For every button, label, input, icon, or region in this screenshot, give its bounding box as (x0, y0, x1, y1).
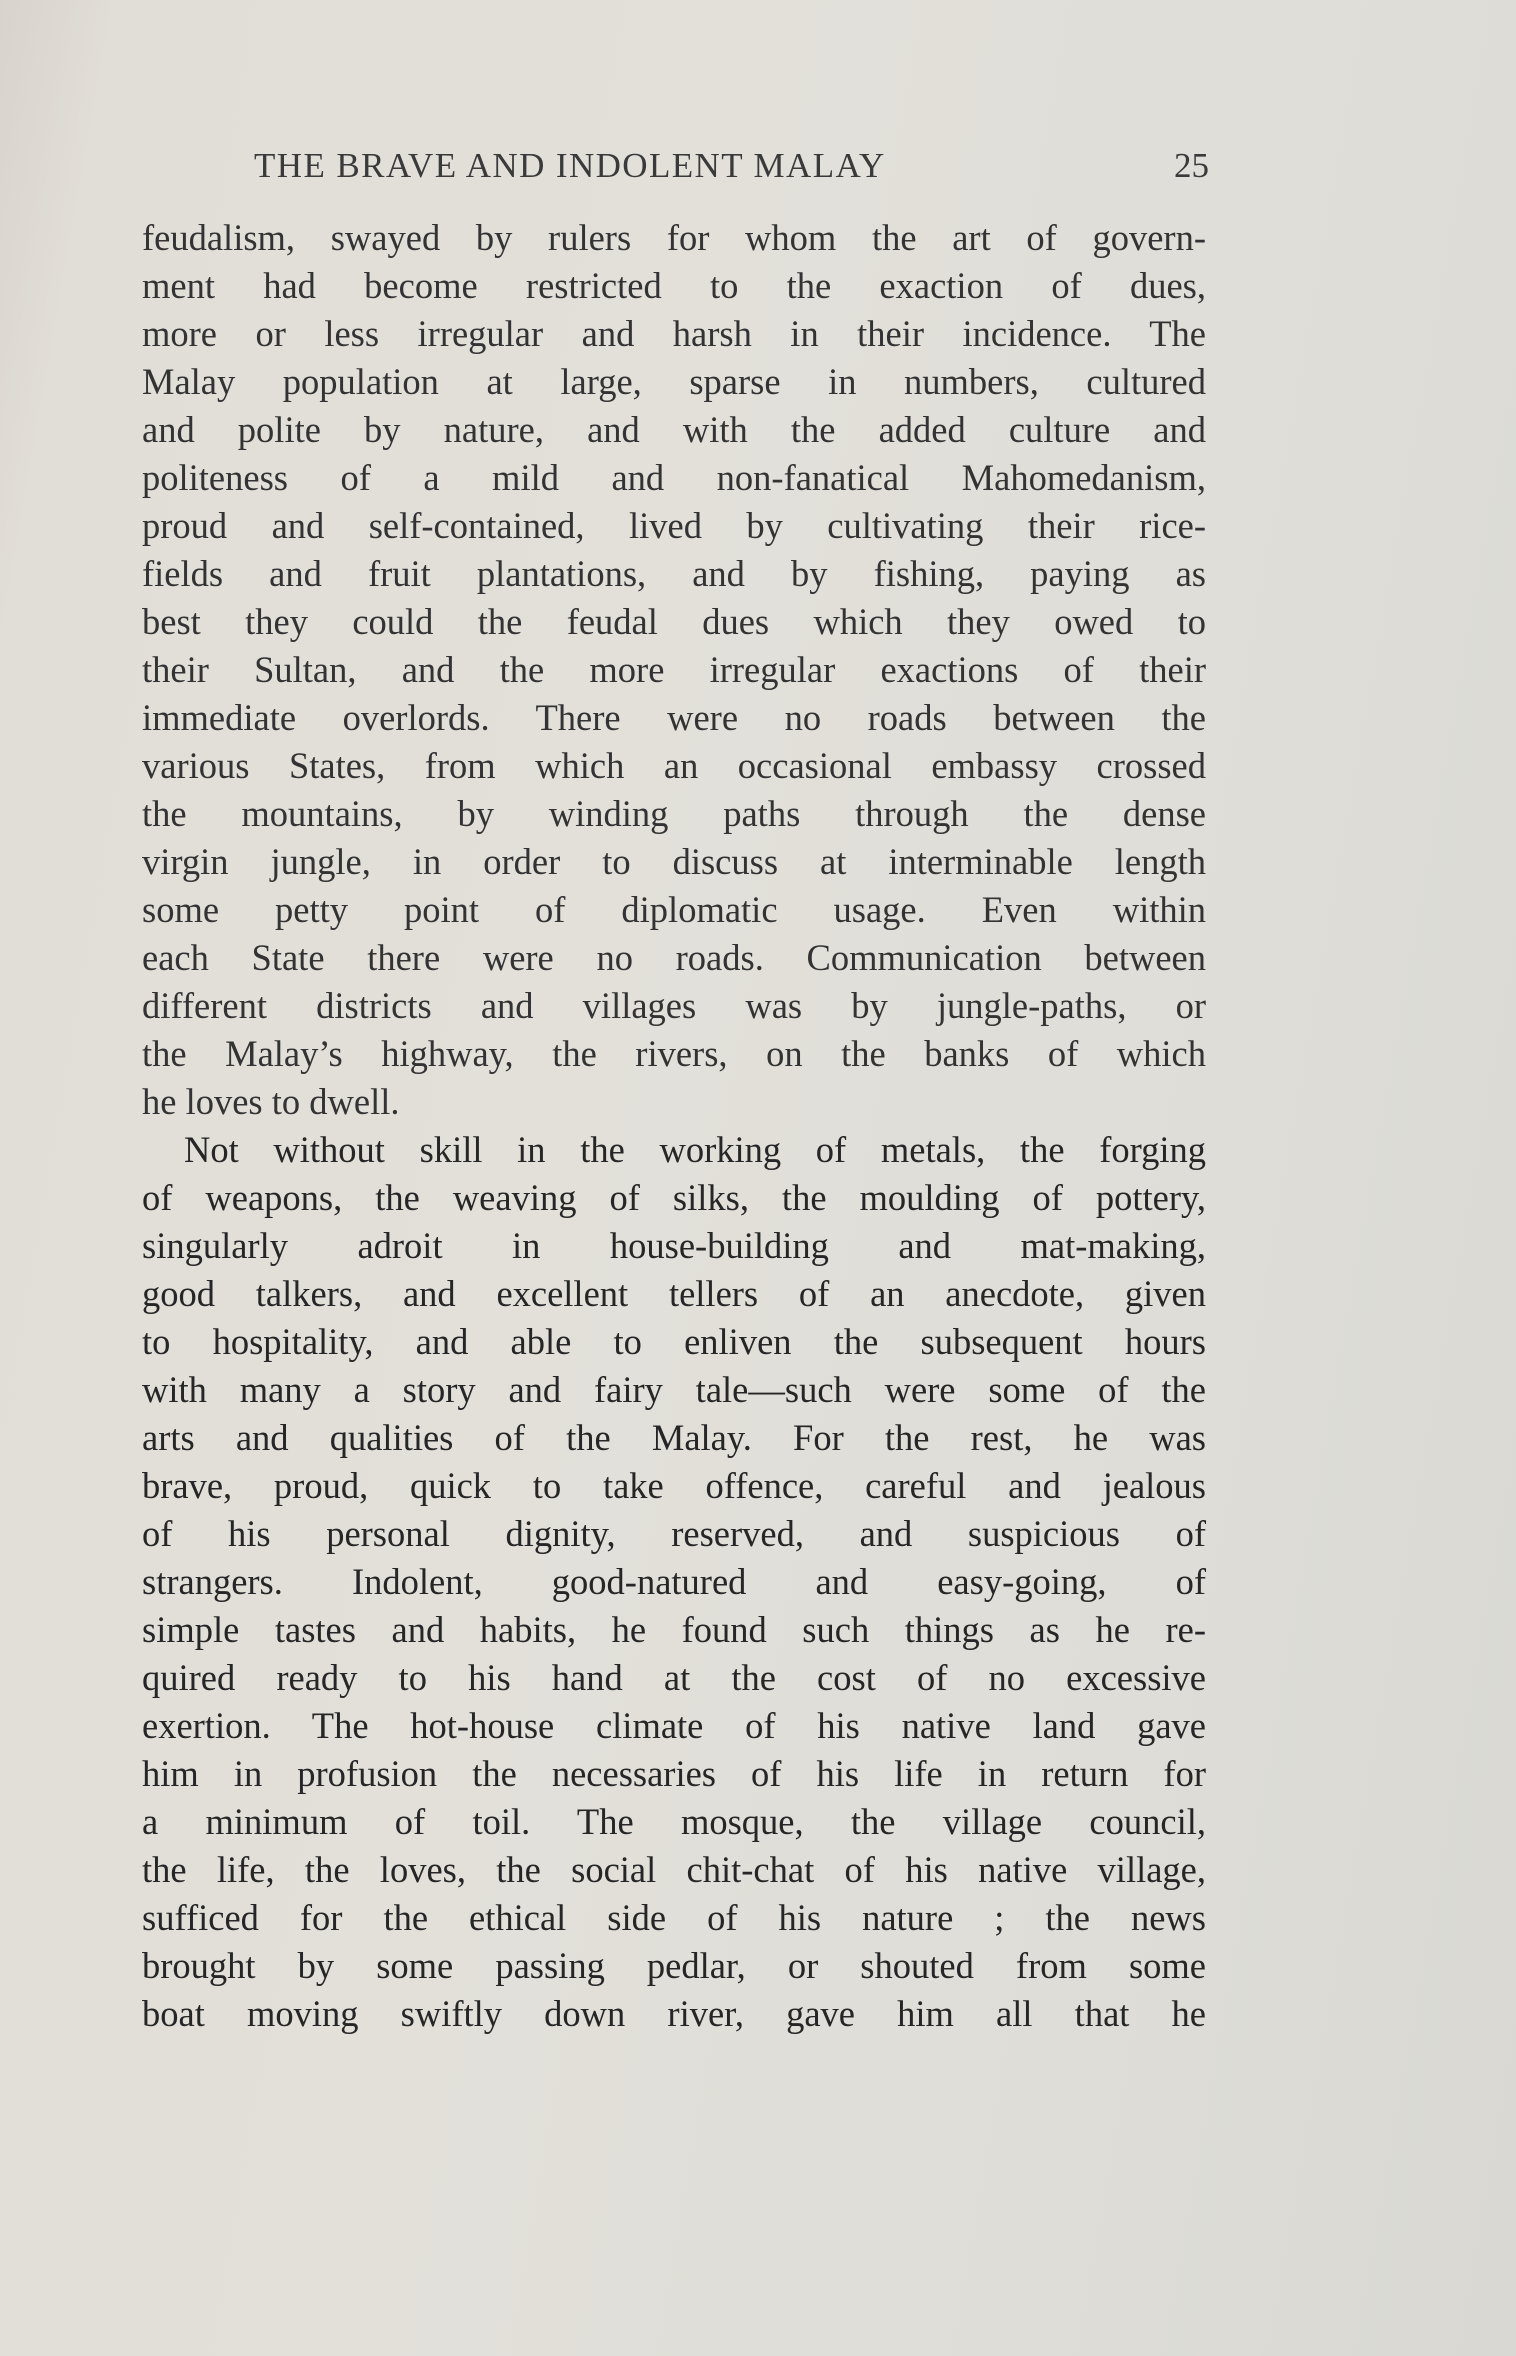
text-line: good talkers, and excellent tellers of an anecdote, given (142, 1273, 1206, 1314)
text-line: exertion. The hot-house climate of his native land gave (142, 1705, 1206, 1746)
text-line: more or less irregular and harsh in their incidence. The (142, 313, 1206, 354)
paragraph-1 (142, 214, 1206, 1126)
text-line: simple tastes and habits, he found such things as he re- (142, 1609, 1206, 1650)
running-title: THE BRAVE AND INDOLENT MALAY (254, 146, 886, 185)
body-text (142, 214, 1206, 2038)
text-line: virgin jungle, in order to discuss at interminable length (142, 841, 1206, 882)
page-number: 25 (1174, 146, 1209, 185)
text-line: immediate overlords. There were no roads between the (142, 697, 1206, 738)
text-line: politeness of a mild and non-fanatical Mahomedanism, (142, 457, 1206, 498)
text-line: to hospitality, and able to enliven the subsequent hours (142, 1321, 1206, 1362)
text-line: their Sultan, and the more irregular exactions of their (142, 649, 1206, 690)
text-line: of his personal dignity, reserved, and suspicious of (142, 1513, 1206, 1554)
text-line: him in profusion the necessaries of his life in return for (142, 1753, 1206, 1794)
text-line: Malay population at large, sparse in numbers, cultured (142, 361, 1206, 402)
text-line: various States, from which an occasional embassy crossed (142, 745, 1206, 786)
text-line: best they could the feudal dues which they owed to (142, 601, 1206, 642)
text-line: strangers. Indolent, good-natured and easy-going, of (142, 1561, 1206, 1602)
text-line: brave, proud, quick to take offence, careful and jealous (142, 1465, 1206, 1506)
text-line: feudalism, swayed by rulers for whom the art of govern- (142, 217, 1206, 258)
text-line: fields and fruit plantations, and by fishing, paying as (142, 553, 1206, 594)
text-line: singularly adroit in house-building and mat-making, (142, 1225, 1206, 1266)
text-line: each State there were no roads. Communication between (142, 937, 1206, 978)
text-line: with many a story and fairy tale—such were some of the (142, 1369, 1206, 1410)
text-line: ment had become restricted to the exaction of dues, (142, 265, 1206, 306)
text-line: some petty point of diplomatic usage. Even within (142, 889, 1206, 930)
text-line: quired ready to his hand at the cost of no excessive (142, 1657, 1206, 1698)
text-line: of weapons, the weaving of silks, the moulding of pottery, (142, 1177, 1206, 1218)
text-line: sufficed for the ethical side of his nature ; the news (142, 1897, 1206, 1938)
running-head (254, 140, 1209, 192)
text-line: proud and self-contained, lived by cultivating their rice- (142, 505, 1206, 546)
text-line: brought by some passing pedlar, or shouted from some (142, 1945, 1206, 1986)
text-line: he loves to dwell. (142, 1081, 400, 1122)
text-line: a minimum of toil. The mosque, the village council, (142, 1801, 1206, 1842)
text-line: the mountains, by winding paths through the dense (142, 793, 1206, 834)
text-line: Not without skill in the working of metals, the forging (184, 1129, 1206, 1170)
text-line: different districts and villages was by jungle-paths, or (142, 985, 1206, 1026)
text-line: the Malay’s highway, the rivers, on the banks of which (142, 1033, 1206, 1074)
text-line: arts and qualities of the Malay. For the rest, he was (142, 1417, 1206, 1458)
text-line: the life, the loves, the social chit-chat of his native village, (142, 1849, 1206, 1890)
text-line: boat moving swiftly down river, gave him all that he (142, 1993, 1206, 2034)
text-line: and polite by nature, and with the added culture and (142, 409, 1206, 450)
paragraph-2 (142, 1126, 1206, 2038)
